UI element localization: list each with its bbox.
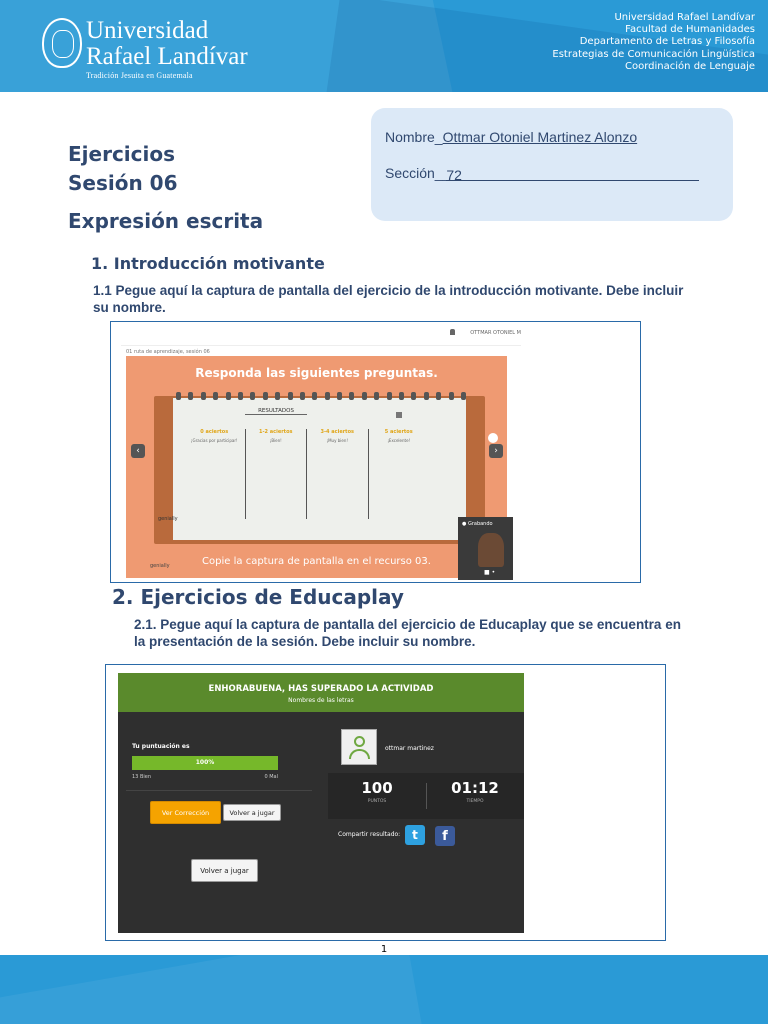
column-text: ¡Excelente!: [387, 438, 411, 443]
home-icon[interactable]: [396, 412, 402, 418]
logo-tagline: Tradición Jesuita en Guatemala: [86, 71, 193, 80]
time-value: 01:12: [451, 779, 499, 797]
results-label: RESULTADOS: [245, 408, 307, 415]
logo-line-1: Universidad: [86, 17, 209, 44]
genially-slide: [126, 356, 507, 578]
results-columns: [184, 429, 429, 519]
header-band: [0, 0, 768, 92]
section-row: [385, 165, 699, 181]
column-heading: 0 aciertos: [200, 429, 229, 435]
view-correction-button[interactable]: Ver Corrección: [150, 801, 221, 824]
camera-icon: ■ •: [484, 569, 496, 576]
section-value: 72: [446, 167, 462, 183]
name-label: Nombre_: [385, 129, 443, 145]
student-info-box: [371, 108, 733, 221]
share-label: Compartir resultado:: [338, 831, 401, 838]
university-logo: [42, 18, 248, 80]
section-2-heading: 2. Ejercicios de Educaplay: [112, 585, 404, 609]
points-label: PUNTOS: [367, 799, 387, 804]
bell-icon: [450, 329, 455, 335]
time-label: TIEMPO: [466, 799, 484, 804]
recording-indicator: ● Grabando: [462, 521, 493, 527]
results-column: [246, 429, 308, 519]
prev-arrow-icon[interactable]: ‹: [131, 444, 145, 458]
title-line-1: Ejercicios: [68, 142, 176, 166]
result-title: ENHORABUENA, HAS SUPERADO LA ACTIVIDAD: [208, 684, 434, 694]
genially-brand: genially: [150, 563, 170, 569]
column-text: ¡Gracias por participar!: [190, 438, 238, 443]
institution-line: Departamento de Letras y Filosofía: [579, 36, 755, 48]
section-2-instruction: 2.1. Pegue aquí la captura de pantalla del ejercicio de Educaplay que se encuentra en la presentación de la sesión. Debe incluir su nombre.: [134, 617, 681, 649]
score-percent: 100%: [195, 759, 215, 766]
column-text: ¡Bien!: [269, 438, 282, 443]
copy-instruction: Copie la captura de pantalla en el recurso 03.: [202, 556, 431, 567]
page-number: 1: [380, 944, 388, 955]
divider: [126, 790, 312, 791]
genially-small-label: genially: [158, 516, 178, 522]
section-underline: [446, 167, 699, 181]
twitter-icon[interactable]: t: [405, 825, 425, 845]
avatar: [341, 729, 377, 765]
results-column: [369, 429, 430, 519]
institution-line: Facultad de Humanidades: [625, 24, 755, 36]
educaplay-screenshot: [105, 664, 666, 941]
footer-band: [0, 955, 768, 1024]
institution-line: Estrategias de Comunicación Lingüística: [552, 48, 755, 60]
play-again-button[interactable]: Volver a jugar: [223, 804, 281, 821]
score-progress-bar: [132, 756, 278, 770]
page-title: [68, 139, 263, 239]
webcam-overlay: [458, 517, 513, 580]
section-label: Sección__: [385, 165, 451, 181]
name-row: [385, 129, 637, 145]
genially-username: OTTMAR OTONIEL M: [470, 330, 521, 336]
user-icon: [354, 736, 365, 747]
correct-count: 13 Bien: [132, 774, 152, 780]
play-again-button-large[interactable]: Volver a jugar: [191, 859, 258, 882]
column-text: ¡Muy bien!: [326, 438, 348, 443]
institution-line: Universidad Rafael Landívar: [614, 12, 755, 23]
genially-screenshot: [110, 321, 641, 583]
section-1-instruction: 1.1 Pegue aquí la captura de pantalla del ejercicio de la introducción motivante. Debe incluir su nombre.: [93, 283, 684, 315]
notebook-rings: [176, 392, 466, 402]
next-arrow-icon[interactable]: ›: [489, 444, 503, 458]
player-name: ottmar martinez: [385, 745, 434, 752]
wrong-count: 0 Mal: [264, 774, 278, 780]
university-seal-icon: [42, 18, 82, 68]
points-value: 100: [361, 779, 393, 797]
stats-panel: [328, 773, 524, 819]
webcam-person: [478, 533, 504, 567]
title-line-3: Expresión escrita: [68, 209, 264, 233]
slide-heading: Responda las siguientes preguntas.: [195, 366, 438, 380]
expand-icon[interactable]: [488, 433, 498, 443]
column-heading: 1-2 aciertos: [259, 429, 293, 435]
institution-line: Coordinación de Lenguaje: [625, 60, 755, 72]
result-subtitle: Nombres de las letras: [288, 697, 354, 704]
institution-info: [552, 12, 755, 73]
route-label: 01 ruta de aprendizaje, sesión 06: [126, 349, 210, 355]
score-label: Tu puntuación es: [132, 743, 190, 750]
facebook-icon[interactable]: f: [435, 826, 455, 846]
results-column: [184, 429, 246, 519]
name-value: Ottmar Otoniel Martinez Alonzo: [442, 129, 638, 145]
educaplay-result-panel: [118, 673, 524, 933]
results-column: [307, 429, 369, 519]
result-banner: [118, 673, 524, 712]
title-line-2: Sesión 06: [68, 171, 178, 195]
column-heading: 5 aciertos: [384, 429, 413, 435]
column-heading: 3-4 aciertos: [320, 429, 354, 435]
section-1-heading: 1. Introducción motivante: [91, 254, 325, 273]
recording-label: Grabando: [467, 521, 493, 527]
logo-line-2: Rafael Landívar: [86, 43, 248, 70]
genially-topbar: [121, 322, 521, 346]
